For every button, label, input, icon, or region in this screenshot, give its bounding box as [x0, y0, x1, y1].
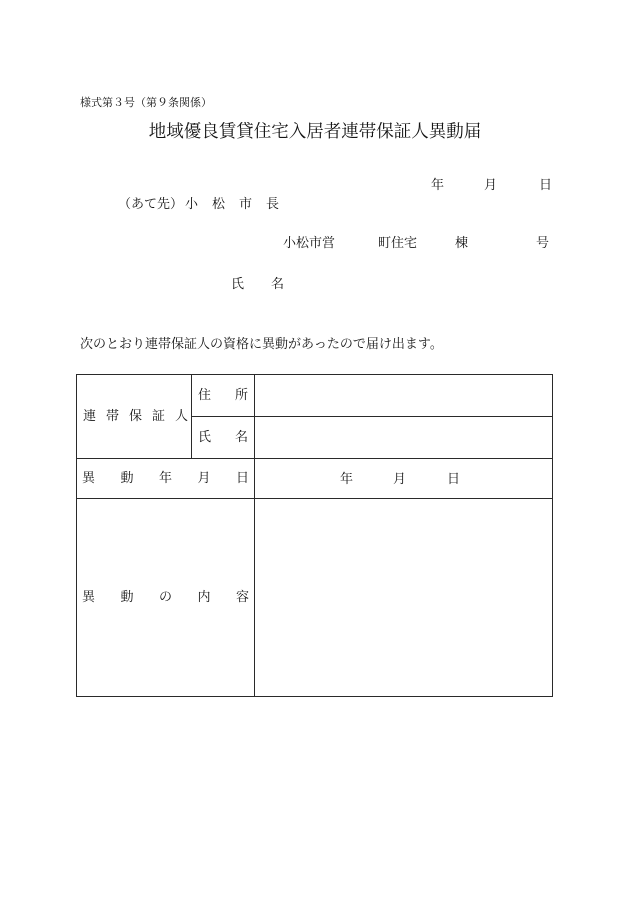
change-details-label: 異動の内容 — [77, 499, 255, 697]
addressee-name: 小松市長 — [185, 197, 294, 212]
unit-label: 号 — [536, 236, 550, 251]
city-housing-label: 小松市営 — [283, 236, 336, 251]
address-label: 住所 — [192, 375, 255, 417]
address-value-cell — [255, 375, 553, 417]
guarantor-label: 連帯保証人 — [77, 375, 192, 459]
addressee-prefix: （あて先） — [118, 197, 184, 212]
change-form-table — [76, 374, 553, 697]
table-row-change-details — [77, 499, 553, 697]
change-details-value-cell — [255, 499, 553, 697]
change-date-year-label: 年 — [340, 472, 354, 487]
guarantor-name-label: 氏名 — [192, 417, 255, 459]
form-title: 地域優良賃貸住宅入居者連帯保証人異動届 — [148, 122, 482, 142]
change-date-value-cell — [255, 459, 553, 499]
guarantor-name-value-cell — [255, 417, 553, 459]
applicant-name-label: 氏名 — [231, 277, 312, 292]
form-number: 様式第３号（第９条関係） — [80, 96, 212, 109]
change-date-month-label: 月 — [393, 472, 407, 487]
table-row-address — [77, 375, 553, 417]
submission-year-label: 年 — [431, 178, 445, 193]
submission-day-label: 日 — [539, 178, 553, 193]
building-label: 棟 — [455, 236, 469, 251]
table-row-change-date — [77, 459, 553, 499]
statement-text: 次のとおり連帯保証人の資格に異動があったので届け出ます。 — [80, 337, 443, 352]
change-date-day-label: 日 — [447, 472, 461, 487]
town-housing-label: 町住宅 — [378, 236, 418, 251]
change-date-label: 異動年月日 — [77, 459, 255, 499]
submission-month-label: 月 — [484, 178, 498, 193]
